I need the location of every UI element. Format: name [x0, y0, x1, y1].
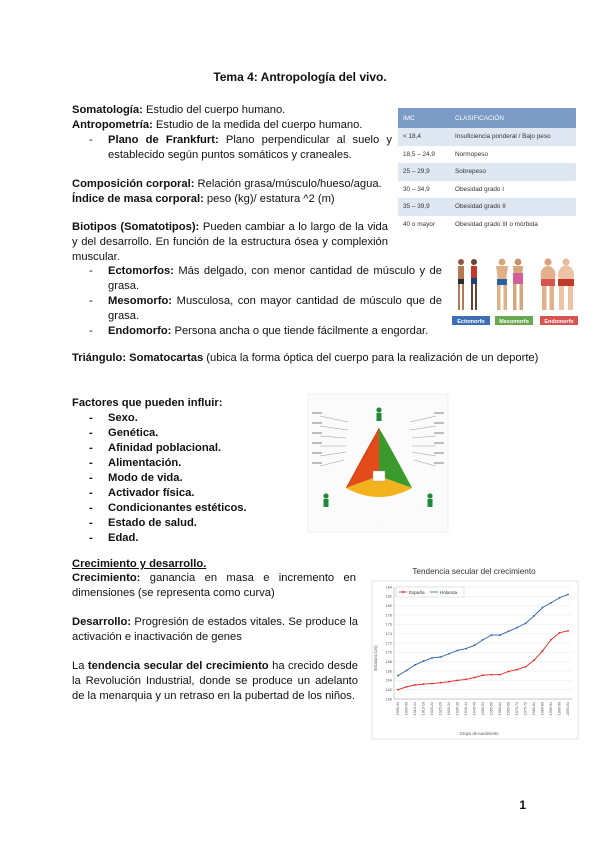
table-row: 25 – 29,9 Sobrepeso: [398, 163, 576, 181]
body-figures-image: [452, 256, 578, 326]
x-tick-label: 1940-44: [464, 702, 469, 716]
x-tick-label: 1910-14: [413, 702, 418, 716]
data-point: [406, 686, 408, 688]
list-item: - Ectomorfos: Más delgado, con menor cantidad de músculo y de grasa.: [72, 264, 442, 294]
x-tick-label: 1945-49: [472, 702, 477, 716]
crecimiento-heading: Crecimiento y desarrollo.: [72, 558, 207, 570]
data-point: [508, 671, 510, 673]
data-point: [423, 660, 425, 662]
list-item: - Genética.: [72, 426, 312, 441]
definitions-block: [72, 103, 392, 163]
somatotype-list: [72, 264, 442, 339]
data-point: [414, 664, 416, 666]
green-figure-right: [427, 493, 432, 507]
data-point: [567, 594, 569, 596]
y-tick-label: 172: [385, 641, 392, 646]
growth-chart-svg: [366, 563, 582, 743]
data-point: [448, 653, 450, 655]
x-tick-label: 1955-59: [489, 702, 494, 716]
data-point: [397, 675, 399, 677]
data-point: [457, 679, 459, 681]
x-tick-label: 1935-39: [455, 702, 460, 716]
y-tick-label: 180: [385, 604, 392, 609]
chart-legend: [396, 587, 464, 597]
data-point: [423, 683, 425, 685]
figure-ecto: [458, 259, 477, 310]
x-tick-label: 1905-09: [404, 702, 409, 716]
list-item: - Afinidad poblacional.: [72, 441, 312, 456]
data-point: [533, 615, 535, 617]
table-row: 30 – 34,9 Obesidad grado I: [398, 181, 576, 199]
data-point: [482, 639, 484, 641]
frankfurt-def: - Plano de Frankfurt: Plano perpendicular al suelo y establecido según puntos somáticos y craneales.: [72, 133, 392, 163]
antropometria-def: Antropometría: Estudio de la medida del cuerpo humano.: [72, 119, 363, 131]
x-tick-label: 2000-04: [566, 702, 571, 716]
x-tick-label: 1990-94: [549, 702, 554, 716]
chart-footnote: ·: [378, 520, 380, 525]
data-point: [474, 677, 476, 679]
data-point: [508, 630, 510, 632]
y-tick-label: 174: [385, 632, 392, 637]
factores-list: [72, 411, 312, 546]
x-tick-label: 1950-54: [481, 702, 486, 716]
data-point: [525, 666, 527, 668]
y-tick-label: 170: [385, 650, 392, 655]
x-tick-label: 1900-04: [396, 702, 401, 716]
data-point: [550, 639, 552, 641]
x-tick-label: 1975-79: [523, 702, 528, 716]
list-item: - Sexo.: [72, 411, 312, 426]
composition-block: [72, 177, 402, 207]
data-point: [516, 627, 518, 629]
page-number: 1: [519, 798, 526, 812]
list-item: - Alimentación.: [72, 456, 312, 471]
imc-def: Índice de masa corporal: peso (kg)/ estatura ^2 (m): [72, 193, 335, 205]
ectomorfo-label: Ectomorfo: [457, 319, 485, 325]
list-item: - Mesomorfo: Musculosa, con mayor cantidad de músculo que de grasa.: [72, 294, 442, 324]
y-tick-label: 176: [385, 622, 392, 627]
x-tick-label: 1985-89: [540, 702, 545, 716]
data-point: [542, 650, 544, 652]
mesomorfo-label: Mesomorfo: [499, 319, 529, 325]
data-point: [465, 648, 467, 650]
biotipos-def: Biotipos (Somatotipos): Pueden cambiar a lo largo de la vida y del desarrollo. En función de la estructura ósea y complexión muscular.: [72, 221, 388, 263]
data-point: [499, 634, 501, 636]
list-item: - Activador física.: [72, 486, 312, 501]
list-item: - Endomorfo: Persona ancha o que tiende fácilmente a engordar.: [72, 324, 442, 339]
data-point: [491, 634, 493, 636]
x-tick-label: 1980-84: [532, 702, 537, 716]
table-row: 18,5 – 24,9 Normopeso: [398, 146, 576, 164]
x-tick-label: 1960-64: [498, 702, 503, 716]
growth-chart: [366, 563, 582, 743]
green-figure-top: [376, 407, 381, 421]
green-figure-left: [323, 493, 328, 507]
data-point: [559, 597, 561, 599]
legend-holanda: Holanda: [440, 590, 458, 595]
list-item: - Modo de vida.: [72, 471, 312, 486]
data-point: [559, 632, 561, 634]
body-types-illustration: [452, 256, 578, 326]
data-point: [448, 681, 450, 683]
composicion-def: Composición corporal: Relación grasa/músculo/hueso/agua.: [72, 178, 382, 190]
factores-heading: Factores que pueden influir:: [72, 397, 223, 409]
y-tick-label: 166: [385, 669, 392, 674]
y-tick-label: 184: [385, 585, 392, 590]
x-tick-label: 1965-69: [506, 702, 511, 716]
data-point: [516, 669, 518, 671]
x-tick-label: 1970-74: [515, 702, 520, 716]
somatologia-def: Somatología: Estudio del cuerpo humano.: [72, 104, 286, 116]
data-point: [533, 659, 535, 661]
x-tick-label: 1925-29: [438, 702, 443, 716]
crecimiento-def: Crecimiento: ganancia en masa e incremento en dimensiones (se representa como curva): [72, 572, 356, 599]
data-point: [465, 679, 467, 681]
somatocarta-image: [306, 388, 456, 538]
legend-espana: España: [409, 590, 425, 595]
data-point: [491, 674, 493, 676]
data-point: [431, 657, 433, 659]
bmi-table: [398, 108, 576, 233]
data-point: [406, 670, 408, 672]
figure-meso: [496, 259, 523, 310]
data-point: [414, 684, 416, 686]
y-tick-label: 162: [385, 688, 392, 693]
data-point: [474, 644, 476, 646]
y-tick-label: 182: [385, 594, 392, 599]
page-title: Tema 4: Antropología del vivo.: [213, 70, 387, 84]
data-point: [440, 656, 442, 658]
chart-title: Tendencia secular del crecimiento: [412, 567, 536, 576]
frankfurt-list: [72, 133, 392, 163]
x-tick-label: 1915-19: [421, 702, 426, 716]
x-axis-label: Grupo de nacimiento: [459, 731, 499, 736]
list-item: - Edad.: [72, 531, 312, 546]
table-row: < 18,4 Insuficiencia ponderal / Bajo peso: [398, 128, 576, 146]
bmi-header-clasificacion: CLASIFICACIÓN: [450, 108, 576, 128]
tendencia-def: La tendencia secular del crecimiento ha crecido desde la Revolución Industrial, donde se produce un adelanto de la menarquia y un retraso en la pubertad de los niños.: [72, 660, 358, 702]
factores-block: [72, 396, 312, 546]
x-tick-label: 1930-34: [447, 702, 452, 716]
data-point: [550, 602, 552, 604]
table-row: 35 – 39,9 Obesidad grado II: [398, 198, 576, 216]
list-item: - Condicionantes estéticos.: [72, 501, 312, 516]
x-tick-label: 1995-99: [557, 702, 562, 716]
data-point: [397, 689, 399, 691]
data-point: [440, 682, 442, 684]
data-point: [457, 650, 459, 652]
data-point: [542, 607, 544, 609]
endomorfo-label: Endomorfo: [544, 319, 574, 325]
figure-endo: [541, 258, 575, 310]
y-tick-label: 164: [385, 678, 392, 683]
bmi-header-imc: IMC: [398, 108, 450, 128]
bmi-table-header: [398, 108, 576, 128]
y-tick-label: 178: [385, 613, 392, 618]
y-tick-label: 168: [385, 660, 392, 665]
data-point: [499, 674, 501, 676]
data-point: [525, 623, 527, 625]
triangulo-def: Triángulo: Somatocartas (ubica la forma óptica del cuerpo para la realización de un deporte): [72, 352, 539, 364]
x-tick-label: 1920-24: [430, 702, 435, 716]
y-axis-label: Estatura (cm): [373, 645, 378, 671]
list-item: - Estado de salud.: [72, 516, 312, 531]
desarrollo-def: Desarrollo: Progresión de estados vitales. Se produce la activación e inactivación de genes: [72, 616, 358, 643]
data-point: [482, 674, 484, 676]
data-point: [431, 683, 433, 685]
y-tick-label: 160: [385, 697, 392, 702]
data-point: [567, 630, 569, 632]
table-row: 40 o mayor Obesidad grado III o mórbida: [398, 216, 576, 234]
